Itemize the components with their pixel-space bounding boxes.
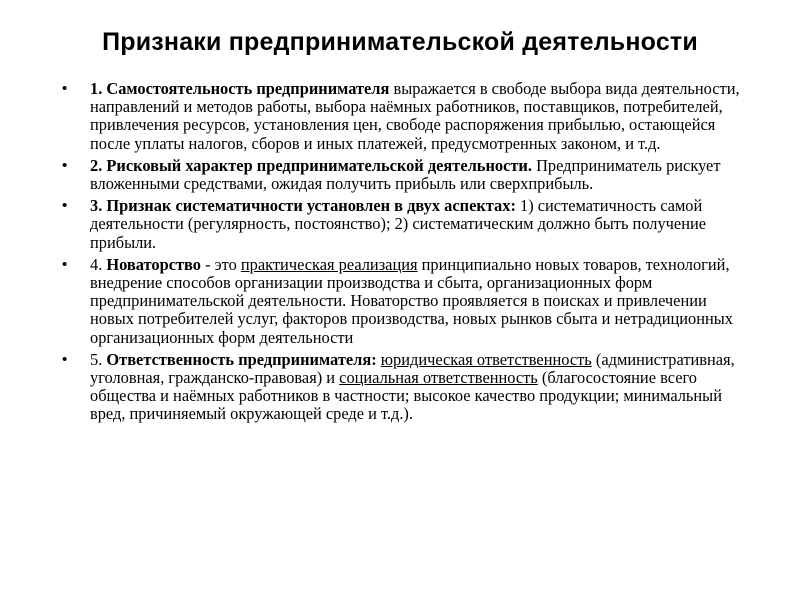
item-1-heading: 1. Самостоятельность предпринимателя: [90, 79, 390, 98]
item-5-underlined-term-2: социальная ответственность: [339, 368, 538, 388]
item-4-underlined-term: практическая реализация: [240, 254, 418, 274]
bullet-icon: •: [62, 350, 68, 368]
item-5-heading: Ответственность предпринимателя:: [106, 349, 377, 369]
bullet-list: [62, 80, 752, 428]
bullet-icon: •: [62, 197, 68, 215]
list-item-2: [62, 157, 752, 193]
bullet-icon: •: [62, 156, 68, 174]
list-item-1: [62, 80, 752, 153]
item-4-text-b: принципиально новых товаров, технологий, внедрение способов организации производства и сбыта, организационных форм предпринимательской деятельности. Новаторство проявляется в поисках и привлечении новых потребителей услуг, факторов производства, новых рынков сбыта и нетрадиционных организационных форм деятельности: [90, 254, 733, 347]
list-item-5: [62, 351, 752, 424]
item-5-text-c: (благосостояние всего общества и наёмных работников в частности; высокое качество продукции; минимальный вред, причиняемый окружающей среде и т.д.).: [90, 368, 722, 424]
item-5-number: 5.: [90, 349, 107, 369]
item-2-heading: 2. Рисковый характер предпринимательской деятельности.: [90, 155, 532, 175]
bullet-icon: •: [62, 80, 68, 97]
list-item-3: [62, 197, 752, 252]
slide-title: Признаки предпринимательской деятельности: [102, 28, 698, 56]
item-5-text-b: (административная, уголовная, гражданско-правовая) и: [90, 349, 735, 388]
bullet-icon: •: [62, 255, 68, 273]
list-item-4: [62, 256, 752, 347]
item-4-text-a: - это: [200, 254, 241, 274]
item-3-text: 1) систематичность самой деятельности (регулярность, постоянство); 2) систематическим должно быть получение прибыли.: [90, 196, 707, 252]
item-5-underlined-term-1: юридическая ответственность: [380, 349, 592, 369]
item-4-number: 4.: [90, 254, 107, 274]
item-3-heading: 3. Признак систематичности установлен в двух аспектах:: [90, 196, 516, 216]
item-2-text: Предприниматель рискует вложенными средствами, ожидая получить прибыль или сверхприбыль.: [90, 155, 721, 194]
item-4-heading: Новаторство: [106, 254, 201, 274]
item-1-text: выражается в свободе выбора вида деятельности, направлений и методов работы, выбора наёмных работников, поставщиков, потребителей, привлечения ресурсов, установления цен, свободе распоряжения прибылью, остающейся после уплаты налогов, сборов и иных платежей, предусмотренных законом, и т.д.: [90, 79, 740, 153]
